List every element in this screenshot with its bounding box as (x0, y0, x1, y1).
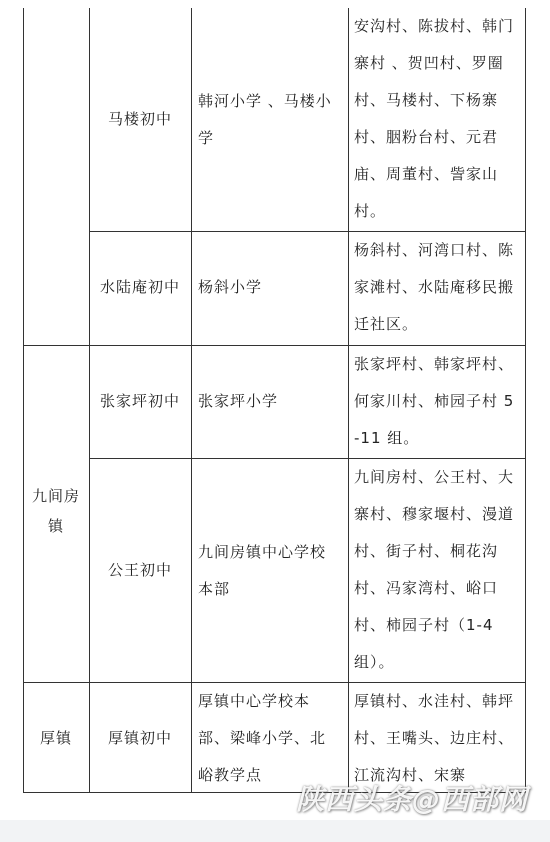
primary-school-names: 韩河小学 、马楼小学 (198, 92, 332, 147)
primary-school-names: 厚镇中心学校本部、梁峰小学、北峪教学点 (198, 692, 327, 784)
middle-school-name: 公王初中 (107, 561, 172, 579)
column-divider (348, 8, 349, 793)
town-name-houzhen: 厚镇 (39, 729, 72, 747)
village-list: 九间房村、公王村、大寨村、穆家堰村、漫道村、街子村、桐花沟村、冯家湾村、峪口村、柿园子村（1-4 组）。 (354, 468, 515, 671)
footer-bar (0, 820, 550, 842)
middle-school-name: 水陆庵初中 (99, 278, 180, 296)
source-watermark: 陕西头条@西部网 (295, 783, 528, 816)
enrollment-table (23, 8, 526, 793)
middle-school-name: 张家坪初中 (99, 392, 180, 410)
column-divider (89, 8, 90, 793)
middle-school-name: 厚镇初中 (107, 729, 172, 747)
village-list: 杨斜村、河湾口村、陈家滩村、水陆庵移民搬迁社区。 (354, 241, 515, 333)
village-list: 厚镇村、水洼村、韩坪村、王嘴头、边庄村、江流沟村、宋寨 (354, 692, 515, 784)
village-list: 张家坪村、韩家坪村、何家川村、柿园子村 5-11 组。 (354, 355, 515, 447)
column-divider (191, 8, 192, 793)
table-border-right (525, 8, 526, 793)
table-border-left (23, 8, 24, 793)
primary-school-names: 张家坪小学 (198, 392, 279, 410)
middle-school-name: 马楼初中 (107, 110, 172, 128)
primary-school-names: 杨斜小学 (198, 278, 263, 296)
village-list: 安沟村、陈拔村、韩门寨村 、贺凹村、罗圈村、马楼村、下杨寨村、胭粉台村、元君庙、周董村、訾家山村。 (354, 17, 515, 220)
town-name-jiujianfang: 九间房镇 (31, 487, 80, 535)
primary-school-names: 九间房镇中心学校本部 (198, 543, 327, 598)
